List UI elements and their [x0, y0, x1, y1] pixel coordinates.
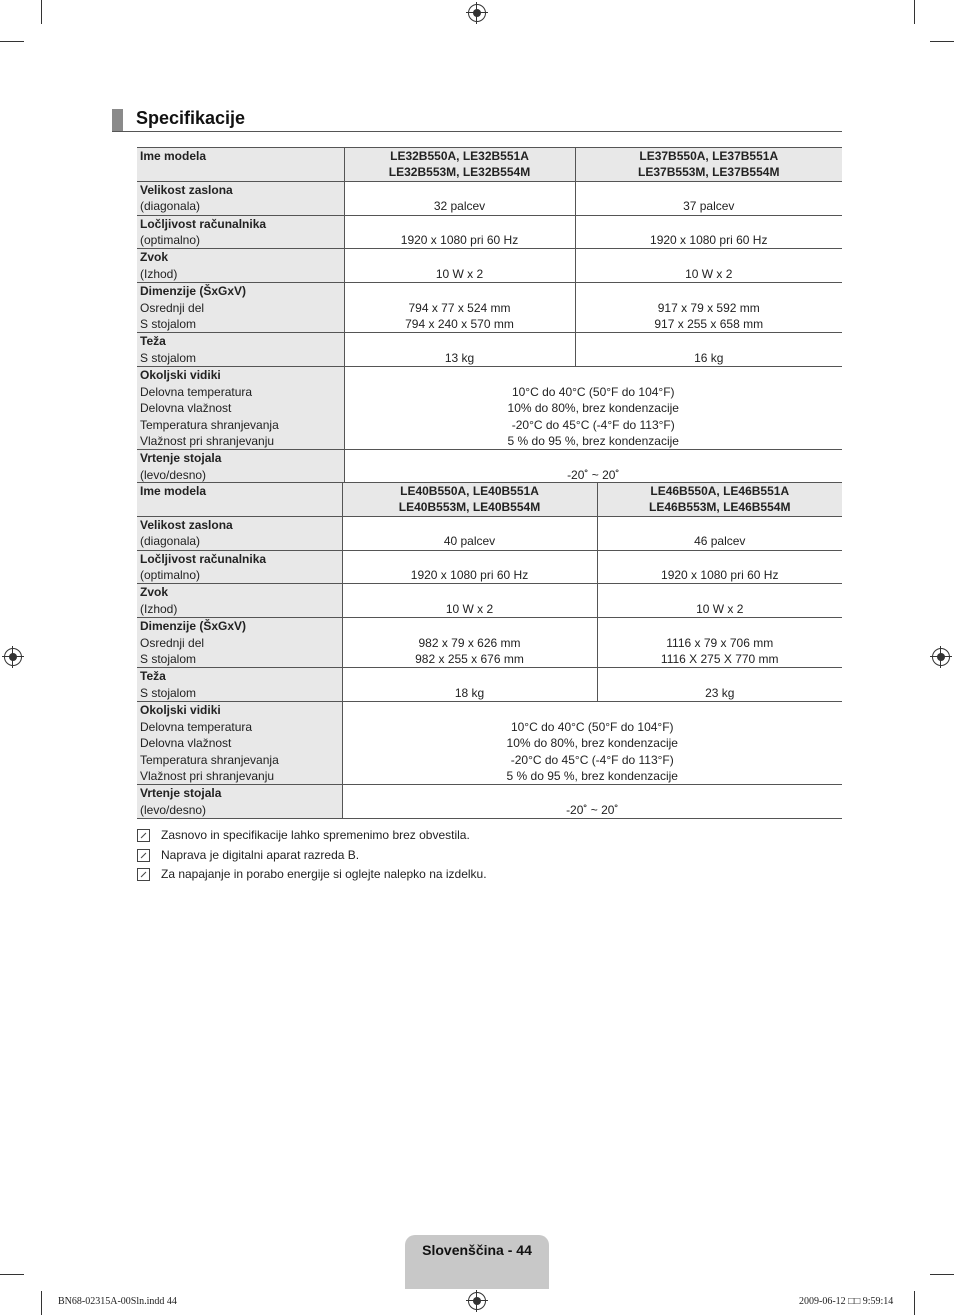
spec-value-cell	[597, 516, 842, 550]
spec-value-cell	[344, 367, 842, 450]
spec-value: 10 W x 2	[696, 601, 744, 616]
spec-subtitle: Vlažnost pri shranjevanju	[140, 433, 275, 448]
spec-value: 5 % do 95 %, brez kondenzacije	[506, 768, 678, 783]
spec-value-cell	[342, 516, 597, 550]
spec-subtitle: S stojalom	[140, 350, 197, 365]
spec-title: Dimenzije (ŠxGxV)	[140, 619, 247, 634]
spec-subtitle: (Izhod)	[140, 601, 178, 616]
spec-value: 10°C do 40°C (50°F do 104°F)	[511, 384, 675, 399]
spec-label-cell	[137, 215, 344, 249]
spec-value: 1116 X 275 X 770 mm	[660, 652, 779, 667]
spec-label-cell	[137, 516, 342, 550]
table-row	[137, 550, 842, 584]
model-name-cell	[575, 148, 842, 182]
spec-label-cell	[137, 785, 342, 819]
registration-mark-icon	[4, 648, 22, 666]
spec-table	[137, 147, 842, 484]
spec-subtitle: S stojalom	[140, 652, 197, 667]
spec-value: 917 x 79 x 592 mm	[657, 300, 760, 315]
spec-subtitle: S stojalom	[140, 317, 197, 332]
spec-value: 32 palcev	[433, 199, 486, 214]
spec-title: Okoljski vidiki	[140, 703, 221, 718]
model-name-label: Ime modela	[137, 483, 342, 517]
table-row	[137, 702, 842, 785]
notes-list	[137, 826, 487, 885]
spec-subtitle: (levo/desno)	[140, 802, 207, 817]
spec-table	[137, 482, 842, 819]
spec-subtitle: (Izhod)	[140, 266, 178, 281]
spec-title: Ločljivost računalnika	[140, 551, 267, 566]
spec-label-cell	[137, 550, 342, 584]
registration-mark-icon	[932, 648, 950, 666]
table-row	[137, 516, 842, 550]
model-name: LE32B553M, LE32B554M	[388, 165, 531, 180]
table-row	[137, 668, 842, 702]
crop-mark	[914, 0, 915, 24]
model-name-label: Ime modela	[137, 148, 344, 182]
spec-label-cell	[137, 702, 342, 785]
spec-value-cell	[344, 215, 575, 249]
model-name: LE37B553M, LE37B554M	[638, 165, 780, 180]
spec-subtitle: S stojalom	[140, 685, 197, 700]
page-number-label: Slovenščina - 44	[422, 1242, 532, 1258]
table-row	[137, 785, 842, 819]
spec-value-cell	[342, 584, 597, 618]
spec-title: Teža	[140, 334, 166, 349]
table-row	[137, 333, 842, 367]
model-name: LE32B550A, LE32B551A	[390, 149, 529, 163]
spec-value-cell	[344, 450, 842, 484]
table-row	[137, 450, 842, 484]
spec-value: -20˚ ~ 20˚	[567, 467, 620, 482]
spec-value: 16 kg	[694, 350, 724, 365]
registration-mark-icon	[468, 4, 486, 22]
spec-value: 1920 x 1080 pri 60 Hz	[410, 568, 529, 583]
spec-value-cell	[597, 550, 842, 584]
model-name-cell	[342, 483, 597, 517]
spec-value: 23 kg	[705, 685, 735, 700]
crop-mark	[930, 41, 954, 42]
spec-title: Vrtenje stojala	[140, 786, 222, 801]
spec-title: Velikost zaslona	[140, 517, 233, 532]
spec-value: 10 W x 2	[435, 266, 484, 281]
spec-value-cell	[344, 181, 575, 215]
crop-mark	[0, 1274, 24, 1275]
spec-value: 794 x 77 x 524 mm	[408, 300, 511, 315]
spec-value-cell	[344, 249, 575, 283]
spec-value-cell	[342, 550, 597, 584]
spec-value: -20°C do 45°C (-4°F do 113°F)	[510, 752, 674, 767]
spec-subtitle: (diagonala)	[140, 534, 201, 549]
note-text: Za napajanje in porabo energije si oglejte nalepko na izdelku.	[161, 867, 487, 881]
spec-subtitle: (optimalno)	[140, 568, 201, 583]
spec-value-cell	[597, 668, 842, 702]
table-row	[137, 283, 842, 333]
spec-label-cell	[137, 181, 344, 215]
spec-value: 10% do 80%, brez kondenzacije	[506, 736, 678, 751]
spec-value: 10°C do 40°C (50°F do 104°F)	[510, 719, 674, 734]
spec-value: 917 x 255 x 658 mm	[654, 317, 764, 332]
spec-title: Dimenzije (ŠxGxV)	[140, 284, 247, 299]
note-icon	[137, 829, 150, 842]
table-row	[137, 584, 842, 618]
spec-value-cell	[575, 333, 842, 367]
spec-label-cell	[137, 283, 344, 333]
note-text: Zasnovo in specifikacije lahko spremenimo brez obvestila.	[161, 828, 470, 842]
spec-label-cell	[137, 333, 344, 367]
spec-subtitle: (diagonala)	[140, 199, 201, 214]
spec-label-cell	[137, 618, 342, 668]
spec-value-cell	[597, 618, 842, 668]
spec-subtitle: Delovna temperatura	[140, 384, 253, 399]
spec-value: 40 palcev	[443, 534, 496, 549]
spec-value-cell	[597, 584, 842, 618]
table-row	[137, 215, 842, 249]
spec-value: 982 x 255 x 676 mm	[415, 652, 524, 667]
spec-value: 13 kg	[444, 350, 475, 365]
note-icon	[137, 849, 150, 862]
spec-label-cell	[137, 668, 342, 702]
spec-subtitle: Temperatura shranjevanja	[140, 417, 279, 432]
crop-mark	[0, 41, 24, 42]
spec-subtitle: (optimalno)	[140, 233, 201, 248]
spec-value: 46 palcev	[694, 534, 746, 549]
spec-value: 1920 x 1080 pri 60 Hz	[661, 568, 779, 583]
spec-title: Vrtenje stojala	[140, 451, 222, 466]
spec-title: Zvok	[140, 250, 169, 265]
section-marker	[112, 109, 123, 131]
table-header-row	[137, 148, 842, 182]
spec-subtitle: Delovna vlažnost	[140, 401, 232, 416]
spec-subtitle: Temperatura shranjevanja	[140, 752, 279, 767]
spec-value: 794 x 240 x 570 mm	[405, 317, 514, 332]
spec-value-cell	[342, 668, 597, 702]
print-slug-left: BN68-02315A-00Sln.indd 44	[58, 1296, 177, 1307]
table-row	[137, 249, 842, 283]
spec-value: 1920 x 1080 pri 60 Hz	[400, 233, 519, 248]
spec-subtitle: Osrednji del	[140, 635, 205, 650]
spec-value: 18 kg	[454, 685, 485, 700]
registration-mark-icon	[468, 1292, 486, 1310]
table-row	[137, 367, 842, 450]
note-item	[137, 826, 487, 846]
note-item	[137, 846, 487, 866]
spec-label-cell	[137, 367, 344, 450]
spec-value-cell	[342, 785, 842, 819]
spec-title: Teža	[140, 669, 166, 684]
spec-title: Zvok	[140, 585, 169, 600]
table-row	[137, 181, 842, 215]
crop-mark	[930, 1274, 954, 1275]
spec-title: Okoljski vidiki	[140, 368, 221, 383]
spec-value-cell	[342, 618, 597, 668]
spec-subtitle: Delovna temperatura	[140, 719, 253, 734]
table-row	[137, 618, 842, 668]
model-name: LE46B550A, LE46B551A	[650, 484, 790, 498]
spec-value-cell	[575, 283, 842, 333]
spec-value-cell	[575, 215, 842, 249]
model-name: LE37B550A, LE37B551A	[639, 149, 779, 163]
spec-value: 1920 x 1080 pri 60 Hz	[650, 233, 768, 248]
spec-subtitle: Vlažnost pri shranjevanju	[140, 768, 275, 783]
spec-value: 37 palcev	[683, 199, 735, 214]
spec-title: Ločljivost računalnika	[140, 216, 267, 231]
spec-value-cell	[344, 333, 575, 367]
title-divider	[112, 131, 842, 132]
model-name-cell	[344, 148, 575, 182]
spec-value: -20°C do 45°C (-4°F do 113°F)	[511, 417, 675, 432]
spec-value-cell	[575, 249, 842, 283]
note-text: Naprava je digitalni aparat razreda B.	[161, 847, 360, 862]
spec-subtitle: Delovna vlažnost	[140, 736, 232, 751]
note-item	[137, 865, 487, 885]
page-footer-tab	[405, 1235, 549, 1289]
crop-mark	[41, 0, 42, 24]
spec-value: 10 W x 2	[445, 601, 494, 616]
model-name: LE46B553M, LE46B554M	[649, 500, 791, 515]
note-icon	[137, 868, 150, 881]
model-name: LE40B550A, LE40B551A	[400, 484, 539, 498]
spec-value-cell	[344, 283, 575, 333]
table-header-row	[137, 483, 842, 517]
print-slug-right: 2009-06-12 □□ 9:59:14	[799, 1296, 894, 1307]
spec-value: 5 % do 95 %, brez kondenzacije	[507, 433, 679, 448]
crop-mark	[41, 1291, 42, 1315]
spec-value: 982 x 79 x 626 mm	[418, 635, 521, 650]
spec-value: 10 W x 2	[685, 266, 733, 281]
spec-title: Velikost zaslona	[140, 182, 233, 197]
model-name-cell	[597, 483, 842, 517]
model-name: LE40B553M, LE40B554M	[398, 500, 541, 515]
spec-value: -20˚ ~ 20˚	[566, 802, 619, 817]
spec-label-cell	[137, 450, 344, 484]
spec-value: 10% do 80%, brez kondenzacije	[507, 401, 679, 416]
crop-mark	[914, 1291, 915, 1315]
spec-subtitle: (levo/desno)	[140, 467, 207, 482]
spec-label-cell	[137, 249, 344, 283]
spec-value-cell	[575, 181, 842, 215]
spec-value-cell	[342, 702, 842, 785]
spec-subtitle: Osrednji del	[140, 300, 205, 315]
spec-value: 1116 x 79 x 706 mm	[666, 635, 774, 650]
spec-label-cell	[137, 584, 342, 618]
page-title: Specifikacije	[136, 108, 246, 128]
